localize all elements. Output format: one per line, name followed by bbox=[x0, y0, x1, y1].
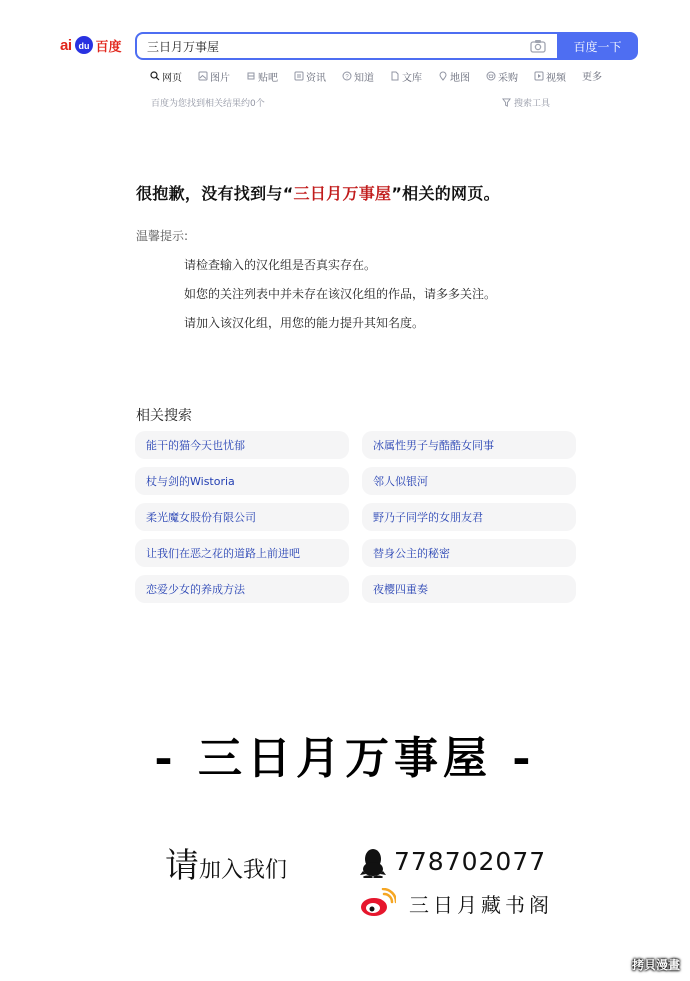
tab-news[interactable] bbox=[294, 68, 326, 84]
tab-more[interactable]: 更多 bbox=[582, 72, 602, 83]
search-tools[interactable] bbox=[502, 96, 550, 109]
tip-item: 如您的关注列表中并未存在该汉化组的作品，请多多关注。 bbox=[184, 287, 497, 301]
join-us-first-char: 请 bbox=[165, 846, 199, 886]
logo-text-bai: ai bbox=[60, 36, 72, 54]
tab-purchase[interactable] bbox=[486, 68, 518, 84]
question-icon bbox=[342, 71, 352, 81]
search-input[interactable] bbox=[147, 39, 517, 53]
tab-label: 图片 bbox=[210, 72, 230, 84]
tip-item: 请加入该汉化组，用您的能力提升其知名度。 bbox=[184, 316, 425, 330]
tab-label: 知道 bbox=[354, 72, 374, 84]
tab-map[interactable] bbox=[438, 68, 470, 84]
tab-zhidao[interactable] bbox=[342, 68, 374, 84]
watermark: 拷貝漫畫 bbox=[631, 958, 680, 972]
no-result-prefix: 很抱歉，没有找到与“ bbox=[136, 184, 294, 203]
tab-video[interactable] bbox=[534, 68, 566, 84]
weibo-account-name: 三日月藏书阁 bbox=[409, 893, 553, 917]
video-icon bbox=[534, 71, 544, 81]
result-count: 百度为您找到相关结果约0个 bbox=[151, 99, 265, 109]
filter-icon bbox=[502, 98, 511, 107]
search-icon bbox=[150, 71, 160, 81]
doc-icon bbox=[390, 71, 400, 81]
cart-icon bbox=[486, 71, 496, 81]
news-icon bbox=[294, 71, 304, 81]
svg-text:du: du bbox=[78, 41, 90, 51]
image-icon bbox=[198, 71, 208, 81]
related-search-link[interactable]: 替身公主的秘密 bbox=[362, 539, 576, 567]
map-pin-icon bbox=[438, 71, 448, 81]
tips-title: 温馨提示: bbox=[136, 229, 189, 243]
related-search-link[interactable]: 能干的猫今天也忧郁 bbox=[135, 431, 349, 459]
svg-text:?: ? bbox=[345, 74, 349, 81]
tab-label: 视频 bbox=[546, 72, 566, 84]
tab-images[interactable] bbox=[198, 68, 230, 84]
tab-web[interactable] bbox=[150, 68, 182, 84]
related-search-link[interactable]: 野乃子同学的女朋友君 bbox=[362, 503, 576, 531]
related-search-link[interactable]: 恋爱少女的养成方法 bbox=[135, 575, 349, 603]
search-tools-label: 搜索工具 bbox=[514, 99, 551, 109]
related-search-link[interactable]: 夜樱四重奏 bbox=[362, 575, 576, 603]
related-search-link[interactable]: 杖与剑的Wistoria bbox=[135, 467, 349, 495]
tab-label: 采购 bbox=[498, 72, 518, 84]
related-search-link[interactable]: 让我们在恶之花的道路上前进吧 bbox=[135, 539, 349, 567]
qq-penguin-icon bbox=[360, 848, 386, 878]
no-result-message bbox=[136, 181, 500, 204]
tieba-icon bbox=[246, 71, 256, 81]
weibo-icon bbox=[360, 888, 396, 918]
group-title: - 三日月万事屋 - bbox=[154, 733, 536, 784]
logo-text-baidu: 百度 bbox=[95, 39, 122, 55]
search-button[interactable]: 百度一下 bbox=[557, 32, 638, 60]
join-us-rest: 加入我们 bbox=[199, 858, 288, 883]
baidu-logo[interactable] bbox=[60, 33, 126, 57]
related-search-link[interactable]: 柔光魔女股份有限公司 bbox=[135, 503, 349, 531]
related-search-link[interactable]: 冰属性男子与酷酷女同事 bbox=[362, 431, 576, 459]
no-result-suffix: ”相关的网页。 bbox=[391, 184, 500, 203]
search-box[interactable] bbox=[135, 32, 558, 60]
tip-item: 请检查输入的汉化组是否真实存在。 bbox=[184, 258, 377, 272]
tab-label: 资讯 bbox=[306, 72, 326, 84]
tab-wenku[interactable] bbox=[390, 68, 422, 84]
camera-icon[interactable] bbox=[530, 39, 546, 53]
tab-label: 地图 bbox=[450, 72, 470, 84]
no-result-query: 三日月万事屋 bbox=[293, 184, 392, 203]
related-searches-title: 相关搜索 bbox=[136, 408, 192, 424]
search-tabs bbox=[150, 68, 602, 84]
tab-label: 文库 bbox=[402, 72, 422, 84]
tab-label: 贴吧 bbox=[258, 72, 278, 84]
tab-tieba[interactable] bbox=[246, 68, 278, 84]
qq-number: 778702077 bbox=[394, 847, 547, 876]
related-search-link[interactable]: 邻人似银河 bbox=[362, 467, 576, 495]
tab-label: 网页 bbox=[162, 72, 182, 84]
join-us-text bbox=[165, 838, 287, 887]
paw-icon bbox=[74, 35, 94, 55]
